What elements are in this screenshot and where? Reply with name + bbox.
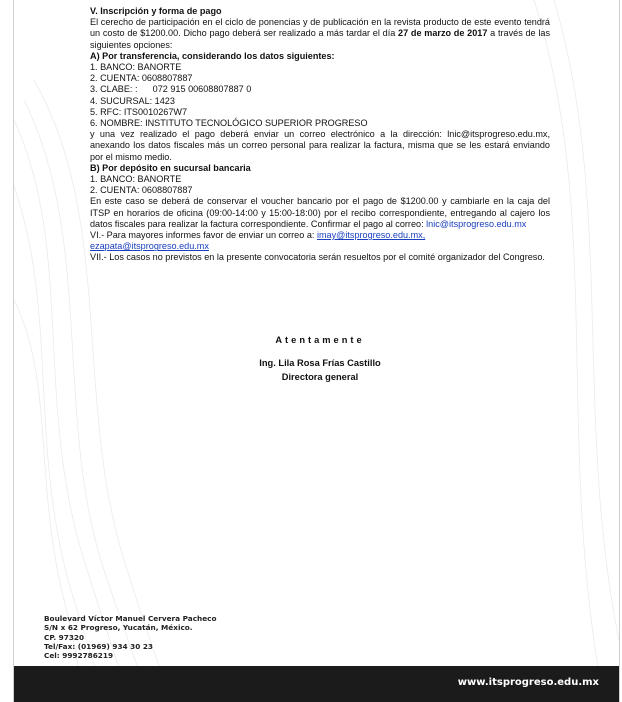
deadline-date: 27 de marzo de 2017: [398, 28, 488, 39]
section-intro: El cerecho de participación en el ciclo de ponencias y de publicación en la revista producto de este evento tendrá un costo de $1200.00. Dicho pago deberá ser realizado a más tardar el día 27 de marzo de 2017 a través de las siguientes opciones:: [90, 17, 550, 50]
email-link-imay[interactable]: imay@itsprogreso.edu.mx,: [316, 230, 426, 241]
institution-address: Boulevard Víctor Manuel Cervera Pacheco S/N x 62 Progreso, Yucatán, México. CP. 97320 Tel/Fax: (01969) 934 30 23 Cel: 9992786219: [44, 614, 217, 661]
section-heading: V. Inscripción y forma de pago: [90, 6, 222, 16]
signatory-title: Directora general: [281, 372, 359, 382]
document-page: [13, 0, 620, 702]
option-b-note: En este caso se deberá de conservar el voucher bancario por el pago de $1200.00 y cambiarle en la caja del ITSP en horarios de oficina (09:00-14:00 y 15:00-18:00) por el recibo correspondiente, entregando al cajero los datos fiscales para realizar la factura correspondiente. Confirmar el pago al correo: lnic@itsprogreso.edu.mx: [90, 196, 550, 229]
signature-closing: Atentamente: [275, 335, 365, 345]
option-a-item: 4. SUCURSAL: 1423: [90, 95, 175, 106]
payment-email-link[interactable]: lnic@itsprogreso.edu.mx: [426, 218, 527, 229]
option-b-item: 1. BANCO: BANORTE: [90, 174, 182, 185]
email-link-ezapata[interactable]: ezapata@itsprogreso.edu.mx: [90, 241, 209, 252]
option-a-note: y una vez realizado el pago deberá enviar un correo electrónico a la dirección: lnic@itsprogreso.edu.mx, anexando los datos fiscales más un correo personal para realizar la factura, misma que se les estará enviando por el mismo medio.: [90, 129, 550, 162]
option-a-item: 1. BANCO: BANORTE: [90, 62, 182, 73]
option-a-item: 5. RFC: ITS0010267W7: [90, 106, 188, 117]
option-a-item: 2. CUENTA: 0608807887: [90, 73, 193, 84]
signatory-name: Ing. Lila Rosa Frías Castillo: [259, 358, 381, 368]
point-vi: VI.- Para mayores informes favor de enviar un correo a: imay@itsprogreso.edu.mx, ezapata@itsprogreso.edu.mx: [90, 230, 426, 252]
point-vii: VII.- Los casos no previstos en la presente convocatoria serán resueltos por el comité organizador del Congreso.: [90, 252, 545, 263]
website-link[interactable]: www.itsprogreso.edu.mx: [457, 677, 599, 688]
option-a-item: 6. NOMBRE: INSTITUTO TECNOLÓGICO SUPERIOR PROGRESO: [90, 118, 368, 129]
footer-bar: [14, 666, 619, 702]
option-a-item: 3. CLABE: : 072 915 00608807887 0: [90, 84, 252, 95]
payment-section: [90, 6, 550, 264]
option-b-item: 2. CUENTA: 0608807887: [90, 185, 193, 196]
option-b-heading: B) Por depósito en sucursal bancaria: [90, 162, 251, 173]
option-a-heading: A) Por transferencia, considerando los datos siguientes:: [90, 50, 335, 61]
